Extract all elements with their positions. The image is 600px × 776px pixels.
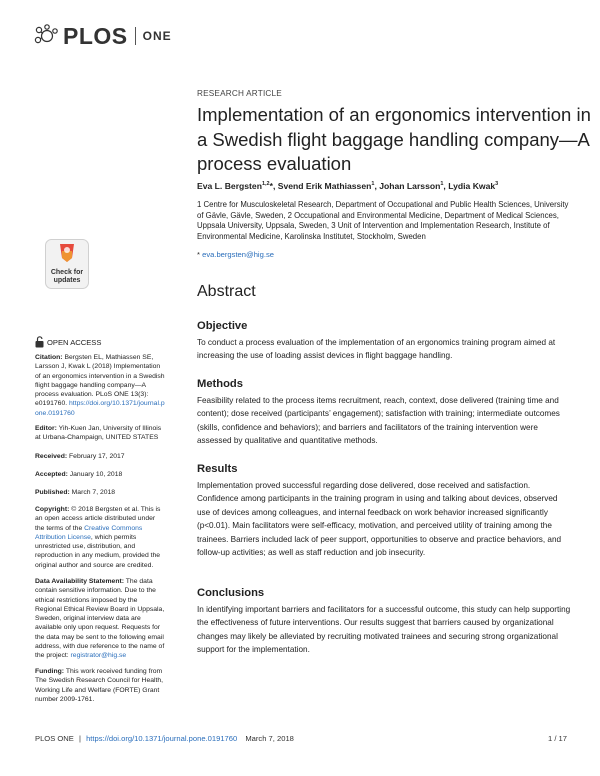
data-availability-block: Data Availability Statement: The data contain sensitive information. Due to the ethical restrictions imposed by the Regional Ethical Review Board in Uppsala, Sweden, original interview data are available only upon request. Requests for the data may be sent to the following email address, with due reference to the name of the project: registrator@hig.se	[35, 578, 165, 660]
footer-journal: PLOS ONE	[35, 734, 74, 743]
citation-block: Citation: Bergsten EL, Mathiassen SE, Larsson J, Kwak L (2018) Implementation of an ergonomics intervention in a Swedish flight baggage handling company—A process evaluation. PLoS ONE 13(3): e0191760. https://doi.org/10.1371/journal.pone.0191760	[35, 354, 165, 417]
accepted-date: Accepted: January 10, 2018	[35, 471, 123, 478]
footer-date: March 7, 2018	[245, 734, 294, 743]
plos-logo-icon	[34, 24, 60, 48]
journal-logo	[34, 24, 172, 48]
check-for-updates-badge[interactable]	[45, 239, 89, 289]
copyright-block: Copyright: © 2018 Bergsten et al. This is an open access article distributed under the terms of the Creative Commons Attribution License, which permits unrestricted use, distribution, and reproduction in any medium, provided the original author and source are credited.	[35, 506, 161, 569]
data-request-email-link[interactable]: registrator@hig.se	[70, 652, 127, 660]
citation-doi-link[interactable]: https://doi.org/10.1371/journal.pone.0191760	[35, 400, 165, 417]
editor-block: Editor: Yih-Kuen Jan, University of Illinois at Urbana-Champaign, UNITED STATES	[35, 425, 162, 442]
article-title: Implementation of an ergonomics intervention in a Swedish flight baggage handling company—A process evaluation	[197, 104, 591, 174]
footer-doi-link[interactable]: https://doi.org/10.1371/journal.pone.0191760	[86, 734, 238, 743]
section-text: Feasibility related to the process items recruitment, reach, context, dose delivered (training time and content); dose received (participants’ engagement); satisfaction with training; intermediate outcomes (skills, confidence and behaviors); and barriers and facilitators of the training intervention were assessed by qualitative and quantitative methods.	[197, 396, 560, 446]
cc-license-link[interactable]: Creative Commons Attribution License	[35, 524, 143, 541]
author[interactable]: Johan Larsson$^1$	[379, 181, 444, 191]
received-date: Received: February 17, 2017	[35, 453, 125, 460]
badge-line2: updates	[53, 277, 81, 284]
corresponding-author: * eva.bergsten@hig.se	[197, 250, 274, 259]
page-footer	[35, 734, 567, 743]
brand-name: PLOS	[63, 22, 128, 49]
corresponding-email-link[interactable]: eva.bergsten@hig.se	[202, 250, 274, 259]
open-lock-icon	[35, 336, 44, 348]
section-heading: Methods	[197, 378, 243, 390]
page-number: 1 / 17	[548, 734, 567, 743]
funding-block: Funding: This work received funding from The Swedish Research Council for Health, Working Life and Welfare (FORTE) Grant number 2009-1761.	[35, 668, 164, 703]
journal-name: ONE	[142, 29, 172, 43]
affiliations: 1 Centre for Musculoskeletal Research, Department of Occupational and Public Health Sciences, University of Gävle, Gävle, Sweden, 2 Occupational and Environmental Medicine, Department of Medical Sciences, Uppsala University, Uppsala, Sweden, 3 Unit of Intervention and Implementation Research, Institute of Environmental Medicine, Karolinska Institutet, Stockholm, Sweden	[197, 200, 569, 242]
footer-separator: |	[78, 734, 81, 743]
section-text: To conduct a process evaluation of the implementation of an ergonomics training program aimed at increasing the use of loading assist devices in flight baggage handling.	[197, 338, 556, 361]
section-heading: Objective	[197, 320, 248, 332]
author[interactable]: Lydia Kwak$^3$	[448, 181, 499, 191]
section-text: In identifying important barriers and facilitators for a successful outcome, this study can help supporting the effectiveness of future interventions. Our results suggest that barriers caused by organizational changes may likely be alleviated by recruiting motivated trainees and securing strong organizational support for the implementation.	[197, 605, 571, 655]
abstract-heading: Abstract	[197, 283, 256, 300]
section-heading: Results	[197, 463, 238, 475]
section-text: Implementation proved successful regarding dose delivered, dose received and satisfaction. Confidence among participants in the training program in using and talking about devices, observed use of devices among colleagues, and internal feedback on work behavior increased significantly (p<0.01). Main facilitators were self-efficacy, motivation, and perceived utility of training among the trainees. Barriers included lack of peer support, opportunities to observe and practice behaviors, and follow-up activities; as well as staff reduction and job insecurity.	[197, 481, 562, 558]
author-list: Eva L. Bergsten$^{1,2}$*, Svend Erik Mathiassen$^1$, Johan Larsson$^1$, Lydia Kwak$^3$	[197, 181, 499, 191]
published-date: Published: March 7, 2018	[35, 489, 116, 496]
author[interactable]: Eva L. Bergsten$^{1,2}$*	[197, 181, 273, 191]
open-access-label: OPEN ACCESS	[35, 336, 101, 348]
author[interactable]: Svend Erik Mathiassen$^1$	[277, 181, 375, 191]
logo-divider	[135, 27, 136, 45]
badge-line1: Check for	[50, 269, 84, 276]
article-type: RESEARCH ARTICLE	[197, 89, 282, 98]
section-heading: Conclusions	[197, 587, 265, 599]
